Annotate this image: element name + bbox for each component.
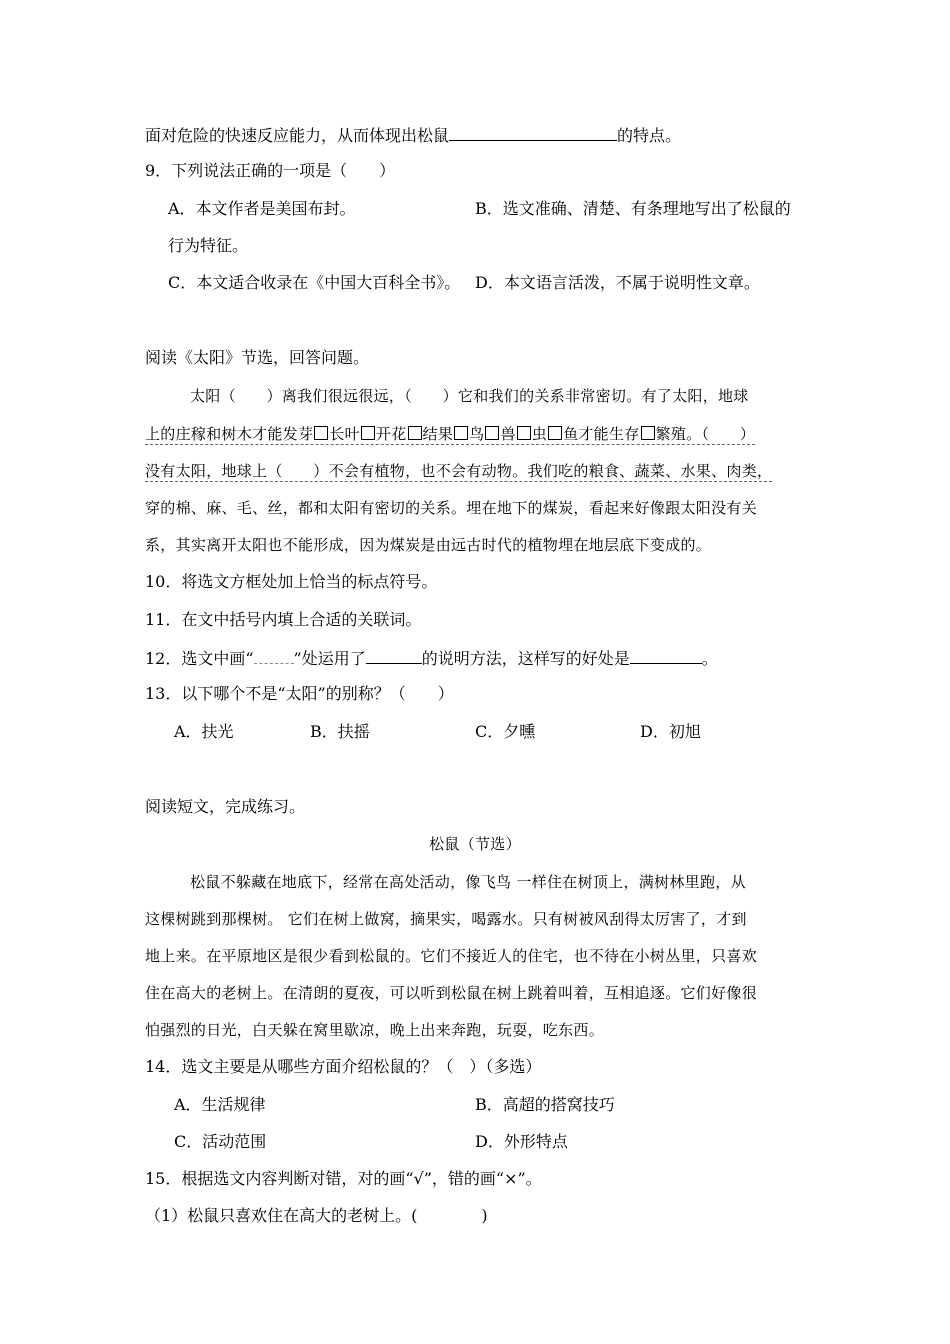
question-13: 13．以下哪个不是“太阳”的别称？（ ） [145,684,454,703]
sun-text-seg: 鸟 [469,425,485,443]
sun-text-seg: 长叶 [329,425,360,443]
continued-question-line [145,124,681,146]
sun-text-seg: 鱼才能生存 [563,425,640,443]
sun-paragraph-line-5: 系，其实离开太阳也不能形成，因为煤炭是由远古时代的植物埋在地层底下变成的。 [145,536,712,554]
sun-text-seg: 结果 [422,425,454,443]
punctuation-box[interactable] [641,426,655,440]
sun-text-seg: 兽 [500,425,516,443]
q12-text-end: 。 [701,649,718,668]
question-9: 9．下列说法正确的一项是（ ） [145,161,396,180]
punctuation-box[interactable] [485,426,499,440]
passage-title: 松鼠（节选） [429,835,521,853]
squirrel-paragraph-line-1: 松鼠不躲藏在地底下，经常在高处活动，像飞鸟 一样住在树顶上，满树林里跑，从 [190,873,746,891]
sun-paragraph-line-3: 没有太阳，地球上（ ）不会有植物，也不会有动物。我们吃的粮食、蔬菜、水果、肉类， [145,462,773,480]
question-10: 10．将选文方框处加上恰当的标点符号。 [145,572,438,591]
q12-text-mid2: 的说明方法，这样写的好处是 [421,649,630,668]
q9-option-d[interactable]: D．本文语言活泼，不属于说明性文章。 [475,273,760,292]
q15-item-1[interactable]: （1）松鼠只喜欢住在高大的老树上。( ) [145,1206,488,1225]
q9-option-a[interactable]: A．本文作者是美国布封。 [168,199,356,218]
sun-text-seg: 上的庄稼和树木才能发芽 [145,425,314,443]
sun-text-seg: 虫 [531,425,548,443]
answer-blank[interactable] [449,124,617,141]
q13-option-d[interactable]: D．初旭 [640,722,701,741]
squirrel-paragraph-line-4: 住在高大的老树上。在清朗的夏夜，可以听到松鼠在树上跳着叫着，互相追逐。它们好像很 [145,984,758,1002]
question-14: 14．选文主要是从哪些方面介绍松鼠的？（ ）（多选） [145,1057,542,1076]
sun-paragraph-line-4: 穿的棉、麻、毛、丝，都和太阳有密切的关系。埋在地下的煤炭，看起来好像跟太阳没有关 [145,499,758,517]
q13-option-b[interactable]: B．扶摇 [310,722,370,741]
question-11: 11．在文中括号内填上合适的关联词。 [145,610,422,629]
q12-text-pre: 12．选文中画“ [145,649,254,668]
continued-text-pre: 面对危险的快速反应能力，从而体现出松鼠 [145,126,450,145]
q12-text-mid: ”处运用了 [293,649,366,668]
q9-option-b[interactable]: B．选文准确、清楚、有条理地写出了松鼠的 [475,199,791,218]
q14-option-d[interactable]: D．外形特点 [475,1132,568,1151]
sun-text-seg: 开花 [375,425,407,443]
punctuation-box[interactable] [454,426,468,440]
q14-option-a[interactable]: A．生活规律 [174,1095,266,1114]
punctuation-box[interactable] [314,426,328,440]
continued-text-post: 的特点。 [617,126,682,145]
punctuation-box[interactable] [361,426,375,440]
punctuation-box[interactable] [517,426,531,440]
q9-option-c[interactable]: C．本文适合收录在《中国大百科全书》。 [168,273,461,292]
punctuation-box[interactable] [408,426,422,440]
q14-option-c[interactable]: C．活动范围 [174,1132,267,1151]
sun-paragraph-line-2 [145,424,755,445]
q13-option-c[interactable]: C．夕曛 [475,722,536,741]
question-12 [145,647,718,669]
squirrel-paragraph-line-2: 这棵树跳到那棵树。 它们在树上做窝，摘果实，喝露水。只有树被风刮得太厉害了，才到 [145,910,747,928]
reading-intro-squirrel: 阅读短文，完成练习。 [145,797,306,816]
squirrel-paragraph-line-3: 地上来。在平原地区是很少看到松鼠的。它们不接近人的住宅，也不待在小树丛里，只喜欢 [145,947,758,965]
q14-option-b[interactable]: B．高超的搭窝技巧 [475,1095,615,1114]
sun-text-seg: 繁殖。（ ） [655,425,756,443]
sun-paragraph-line-1: 太阳（ ）离我们很远很远，（ ）它和我们的关系非常密切。有了太阳，地球 [190,387,749,405]
reading-intro-sun: 阅读《太阳》节选，回答问题。 [145,348,370,367]
q12-method-blank[interactable] [366,647,422,664]
q13-option-a[interactable]: A．扶光 [174,722,234,741]
q12-benefit-blank[interactable] [630,647,702,664]
punctuation-box[interactable] [548,426,562,440]
question-15: 15．根据选文内容判断对错，对的画“√”，错的画“×”。 [145,1169,542,1188]
wavy-line-sample [254,649,294,664]
squirrel-paragraph-line-5: 怕强烈的日光，白天躲在窝里歇凉，晚上出来奔跑，玩耍，吃东西。 [145,1021,605,1039]
q9-option-b-continued: 行为特征。 [168,236,249,255]
